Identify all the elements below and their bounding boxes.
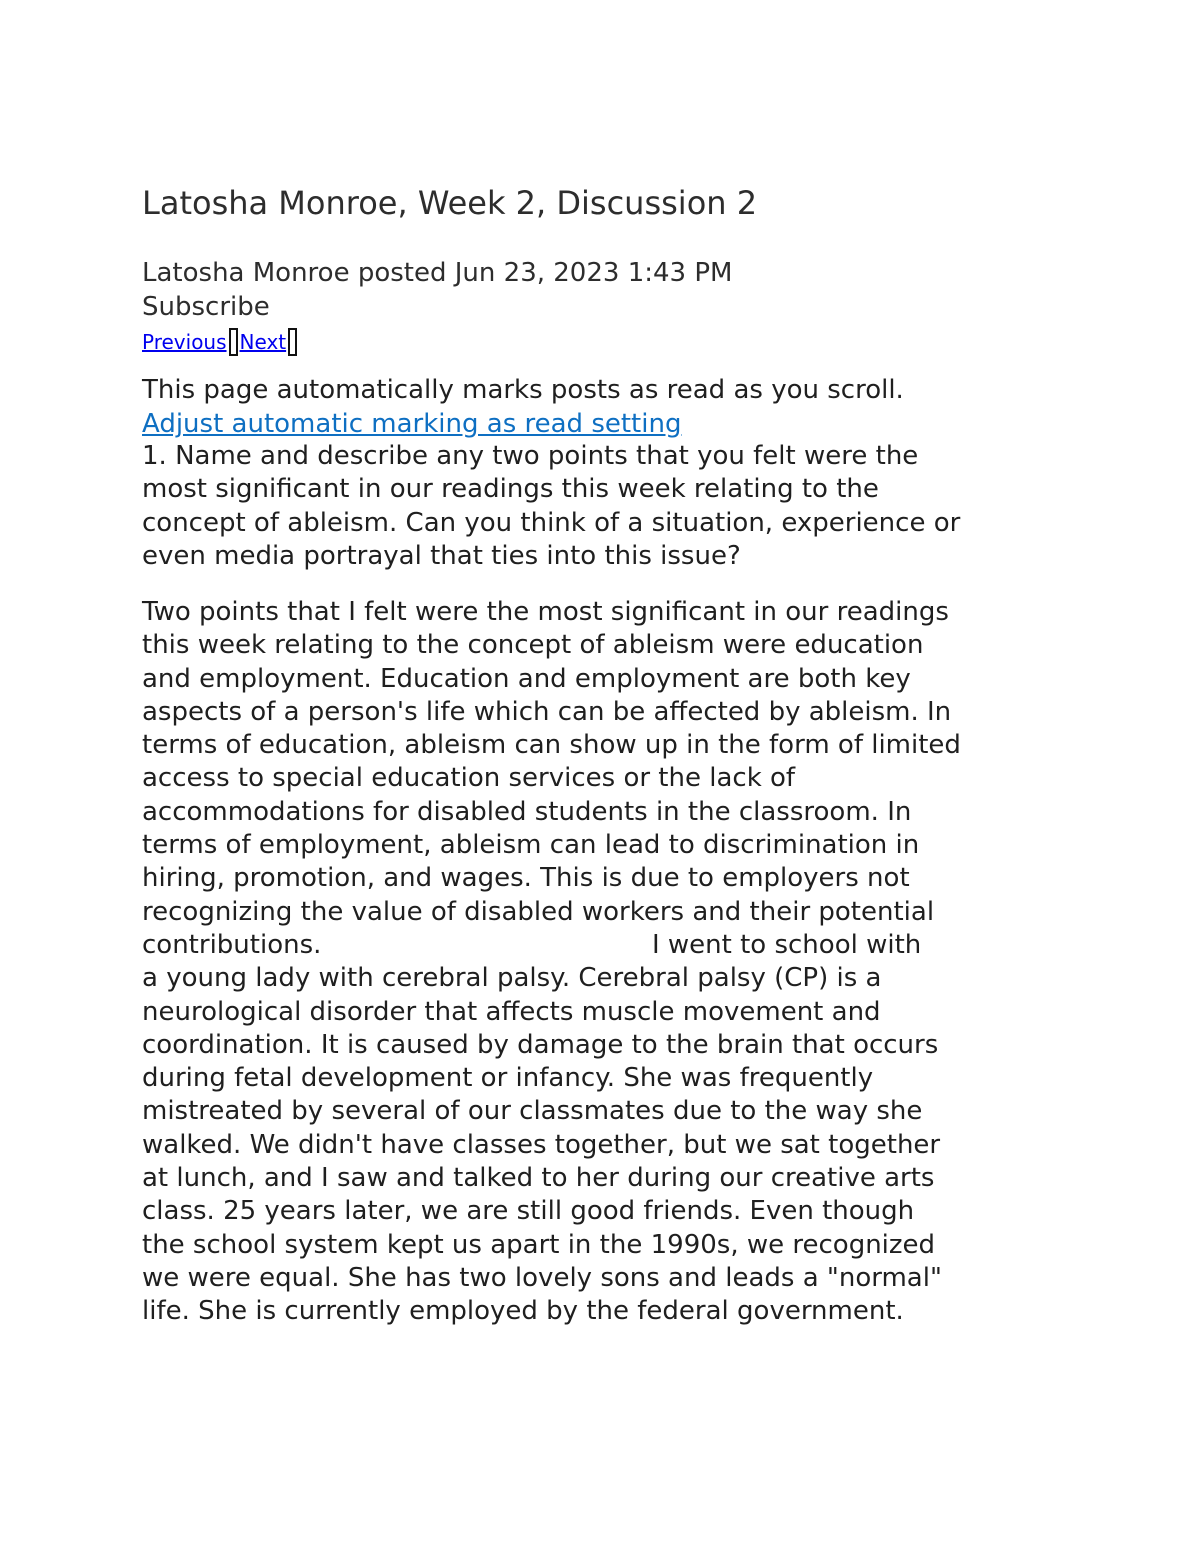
answer-line: hiring, promotion, and wages. This is due to employers not (142, 863, 910, 894)
answer-line: walked. We didn't have classes together, but we sat together (142, 1129, 941, 1160)
missing-glyph-icon (288, 328, 297, 356)
answer-line: terms of employment, ableism can lead to discrimination in (142, 830, 920, 861)
answer-line: during fetal development or infancy. She was frequently (142, 1063, 874, 1094)
answer-line: this week relating to the concept of ableism were education (142, 630, 924, 661)
answer-line: access to special education services or the lack of (142, 763, 796, 794)
discussion-question (142, 440, 1072, 573)
post-meta: Latosha Monroe posted Jun 23, 2023 1:43 PM (142, 258, 733, 288)
answer-line: contributions. I went to school with (142, 929, 922, 960)
answer-line: we were equal. She has two lovely sons and leads a "normal" (142, 1262, 942, 1293)
question-line: 1. Name and describe any two points that you felt were the (142, 441, 919, 471)
previous-link[interactable]: Previous (142, 330, 227, 354)
answer-line: at lunch, and I saw and talked to her during our creative arts (142, 1163, 935, 1194)
answer-line: a young lady with cerebral palsy. Cerebral palsy (CP) is a (142, 963, 882, 994)
next-link[interactable]: Next (239, 330, 287, 354)
answer-line: coordination. It is caused by damage to the brain that occurs (142, 1029, 939, 1060)
answer-line: and employment. Education and employment are both key (142, 663, 911, 694)
discussion-answer (142, 596, 1072, 1329)
question-line: most significant in our readings this week relating to the (142, 474, 879, 505)
answer-line: Two points that I felt were the most significant in our readings (142, 597, 949, 627)
question-line: concept of ableism. Can you think of a situation, experience or (142, 507, 961, 538)
auto-read-notice: This page automatically marks posts as read as you scroll. (142, 375, 904, 405)
adjust-marking-setting-link[interactable]: Adjust automatic marking as read setting (142, 409, 682, 439)
question-line: even media portrayal that ties into this issue? (142, 540, 741, 571)
answer-line: terms of education, ableism can show up in the form of limited (142, 730, 961, 761)
answer-line: aspects of a person's life which can be affected by ableism. In (142, 696, 952, 727)
answer-line: recognizing the value of disabled workers and their potential (142, 896, 935, 927)
answer-line: class. 25 years later, we are still good friends. Even though (142, 1196, 915, 1227)
pager (142, 326, 299, 358)
answer-line: neurological disorder that affects muscle movement and (142, 996, 881, 1027)
missing-glyph-icon (229, 328, 238, 356)
page-title: Latosha Monroe, Week 2, Discussion 2 (142, 184, 758, 222)
answer-line: accommodations for disabled students in the classroom. In (142, 796, 912, 827)
answer-line: life. She is currently employed by the federal government. (142, 1296, 904, 1327)
answer-line: mistreated by several of our classmates due to the way she (142, 1096, 923, 1127)
subscribe-button[interactable]: Subscribe (142, 292, 270, 322)
answer-line: the school system kept us apart in the 1990s, we recognized (142, 1229, 936, 1260)
